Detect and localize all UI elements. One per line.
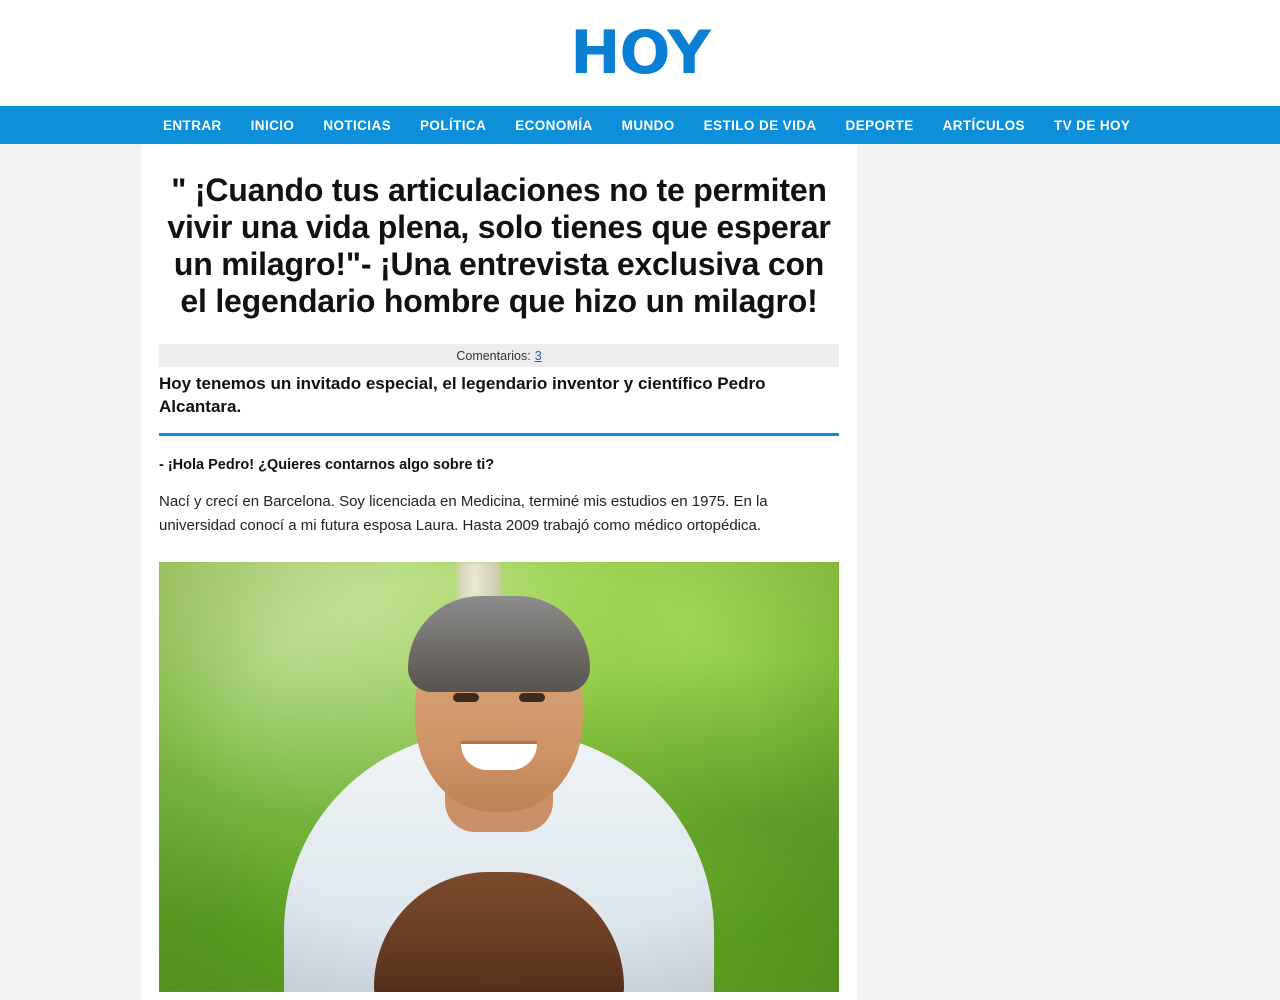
comments-label: Comentarios: bbox=[456, 348, 531, 363]
article-column bbox=[141, 144, 857, 1000]
nav-item-mundo[interactable]: MUNDO bbox=[621, 117, 675, 133]
nav-item-articulos[interactable]: ARTÍCULOS bbox=[942, 117, 1025, 133]
nav-item-politica[interactable]: POLÍTICA bbox=[420, 117, 487, 133]
nav-item-tv-de-hoy[interactable]: TV DE HOY bbox=[1053, 117, 1131, 133]
comments-count-link[interactable]: 3 bbox=[534, 348, 542, 363]
article-lede: Hoy tenemos un invitado especial, el legendario inventor y científico Pedro Alcantara. bbox=[159, 374, 766, 417]
photo-vignette bbox=[159, 562, 839, 992]
section-divider bbox=[159, 433, 839, 436]
interview-answer: Nací y crecí en Barcelona. Soy licenciada en Medicina, terminé mis estudios en 1975. En la universidad conocí a mi futura esposa Laura. Hasta 2009 trabajó como médico ortopédica. bbox=[159, 492, 768, 534]
article-photo bbox=[159, 562, 839, 992]
nav-item-estilo-de-vida[interactable]: ESTILO DE VIDA bbox=[703, 117, 817, 133]
interview-question: - ¡Hola Pedro! ¿Quieres contarnos algo sobre ti? bbox=[159, 456, 495, 473]
site-masthead bbox=[0, 0, 1280, 106]
nav-item-inicio[interactable]: INICIO bbox=[250, 117, 295, 133]
nav-item-noticias[interactable]: NOTICIAS bbox=[323, 117, 392, 133]
content-area bbox=[0, 144, 1280, 1000]
site-logo[interactable]: HOY bbox=[570, 18, 710, 88]
nav-item-deporte[interactable]: DEPORTE bbox=[845, 117, 914, 133]
nav-item-economia[interactable]: ECONOMÍA bbox=[515, 117, 593, 133]
page-title: " ¡Cuando tus articulaciones no te permiten vivir una vida plena, solo tienes que esperar un milagro!"- ¡Una entrevista exclusiva con el legendario hombre que hizo un milagro! bbox=[167, 172, 831, 320]
main-navigation bbox=[0, 106, 1280, 144]
comments-bar bbox=[159, 344, 839, 367]
nav-item-entrar[interactable]: ENTRAR bbox=[163, 117, 222, 133]
